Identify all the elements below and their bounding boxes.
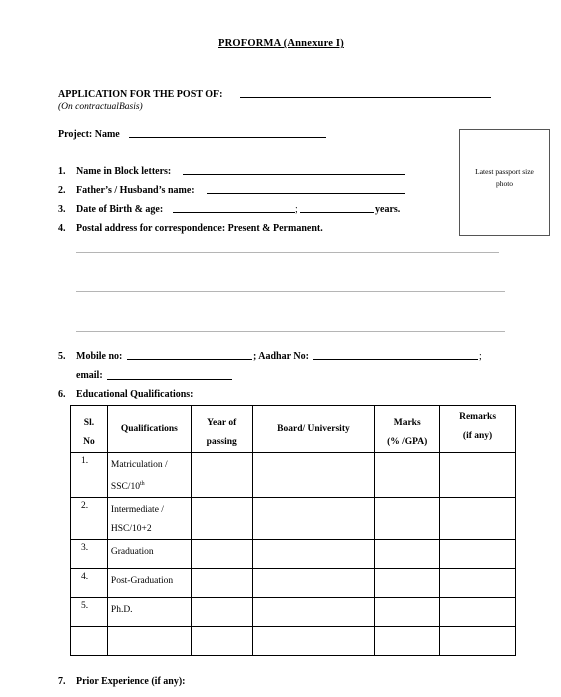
row-number: 5.	[81, 601, 89, 612]
row-number: 2.	[81, 501, 89, 512]
project-name-line[interactable]	[129, 137, 326, 138]
header-qualifications	[107, 406, 191, 453]
dob-age-label: Date of Birth & age:	[76, 204, 164, 215]
board-cell[interactable]	[252, 540, 375, 569]
row-number: 4.	[81, 572, 89, 583]
marks-cell[interactable]	[375, 453, 440, 498]
row-number: 3.	[81, 543, 89, 554]
qualification-name-line2: SSC/10	[110, 482, 140, 493]
remarks-cell[interactable]	[440, 498, 516, 540]
postal-address-label: Postal address for correspondence: Present & Permanent.	[76, 223, 323, 234]
years-label: years.	[375, 204, 401, 215]
post-name-line[interactable]	[240, 97, 491, 98]
address-line-1[interactable]	[76, 252, 499, 253]
passport-photo-box	[459, 129, 550, 236]
qualifications-table	[70, 405, 516, 656]
header-remarks-line2: (if any)	[462, 431, 493, 441]
qualification-cell	[108, 453, 191, 497]
dob-separator: ;	[295, 204, 298, 215]
header-remarks-line1: Remarks	[459, 412, 497, 422]
educational-qualifications-label: Educational Qualifications:	[76, 389, 194, 400]
header-qualifications-text: Qualifications	[120, 424, 178, 434]
year-cell[interactable]	[191, 540, 252, 569]
qualification-name: Ph.D.	[110, 605, 133, 616]
application-post-label: APPLICATION FOR THE POST OF:	[58, 89, 223, 100]
item-7-number: 7.	[58, 676, 66, 687]
remarks-cell[interactable]	[440, 453, 516, 498]
father-husband-name-label: Father’s / Husband’s name:	[76, 185, 195, 196]
aadhar-end: ;	[479, 351, 482, 362]
table-row	[71, 627, 516, 656]
marks-cell[interactable]	[375, 498, 440, 540]
qualification-name-line2: HSC/10+2	[110, 524, 152, 535]
table-row	[71, 540, 516, 569]
marks-cell[interactable]	[375, 598, 440, 627]
header-year-of-passing	[191, 406, 252, 453]
item-2-number: 2.	[58, 185, 66, 196]
header-marks-line2: (% /GPA)	[387, 437, 428, 447]
qualification-cell	[108, 498, 191, 539]
item-5-number: 5.	[58, 351, 66, 362]
table-row	[71, 453, 516, 498]
header-year-line2: passing	[206, 437, 237, 447]
marks-cell[interactable]	[375, 540, 440, 569]
father-husband-name-line[interactable]	[207, 193, 405, 194]
item-1-number: 1.	[58, 166, 66, 177]
marks-cell[interactable]	[375, 569, 440, 598]
table-header-row	[71, 406, 516, 453]
table-row	[71, 569, 516, 598]
photo-box-line2: photo	[495, 179, 514, 188]
remarks-cell[interactable]	[440, 569, 516, 598]
remarks-cell[interactable]	[440, 540, 516, 569]
qualification-name: Graduation	[110, 547, 154, 558]
year-cell[interactable]	[191, 498, 252, 540]
qualification-name: Intermediate /	[110, 505, 164, 516]
contract-basis-note: (On contractualBasis)	[58, 102, 143, 112]
row-number: 1.	[81, 456, 89, 466]
board-cell[interactable]	[252, 453, 375, 498]
item-6-number: 6.	[58, 389, 66, 400]
year-cell[interactable]	[191, 569, 252, 598]
header-board-text: Board/ University	[277, 424, 350, 434]
name-block-letters-line[interactable]	[183, 174, 405, 175]
board-cell[interactable]	[252, 598, 375, 627]
age-line[interactable]	[300, 212, 374, 213]
year-cell[interactable]	[191, 598, 252, 627]
board-cell[interactable]	[252, 569, 375, 598]
board-cell[interactable]	[252, 498, 375, 540]
dob-line[interactable]	[173, 212, 295, 213]
email-label: email:	[76, 370, 103, 381]
item-3-number: 3.	[58, 204, 66, 215]
qualification-name: Matriculation /	[110, 460, 168, 470]
header-no: No	[83, 437, 95, 447]
header-marks	[375, 406, 440, 453]
header-sl-no	[71, 406, 108, 453]
header-marks-line1: Marks	[393, 418, 421, 428]
prior-experience-label: Prior Experience (if any):	[76, 676, 186, 687]
year-cell[interactable]	[191, 453, 252, 498]
header-board-university	[252, 406, 375, 453]
header-year-line1: Year of	[207, 418, 237, 428]
name-block-letters-label: Name in Block letters:	[76, 166, 172, 177]
table-row	[71, 598, 516, 627]
photo-box-line1: Latest passport size	[475, 167, 534, 176]
mobile-line[interactable]	[127, 359, 252, 360]
aadhar-line[interactable]	[313, 359, 478, 360]
aadhar-label: ; Aadhar No:	[253, 351, 309, 362]
project-name-label: Project: Name	[58, 129, 120, 140]
address-line-2[interactable]	[76, 291, 505, 292]
remarks-cell[interactable]	[440, 598, 516, 627]
item-4-number: 4.	[58, 223, 66, 234]
qualification-name: Post-Graduation	[110, 576, 174, 587]
document-title: PROFORMA (Annexure I)	[218, 38, 344, 49]
table-row	[71, 498, 516, 540]
address-line-3[interactable]	[76, 331, 505, 332]
header-remarks	[440, 406, 516, 453]
mobile-label: Mobile no:	[76, 351, 123, 362]
header-sl: Sl.	[83, 418, 95, 428]
email-line[interactable]	[107, 379, 232, 380]
qualification-superscript: th	[139, 481, 145, 487]
